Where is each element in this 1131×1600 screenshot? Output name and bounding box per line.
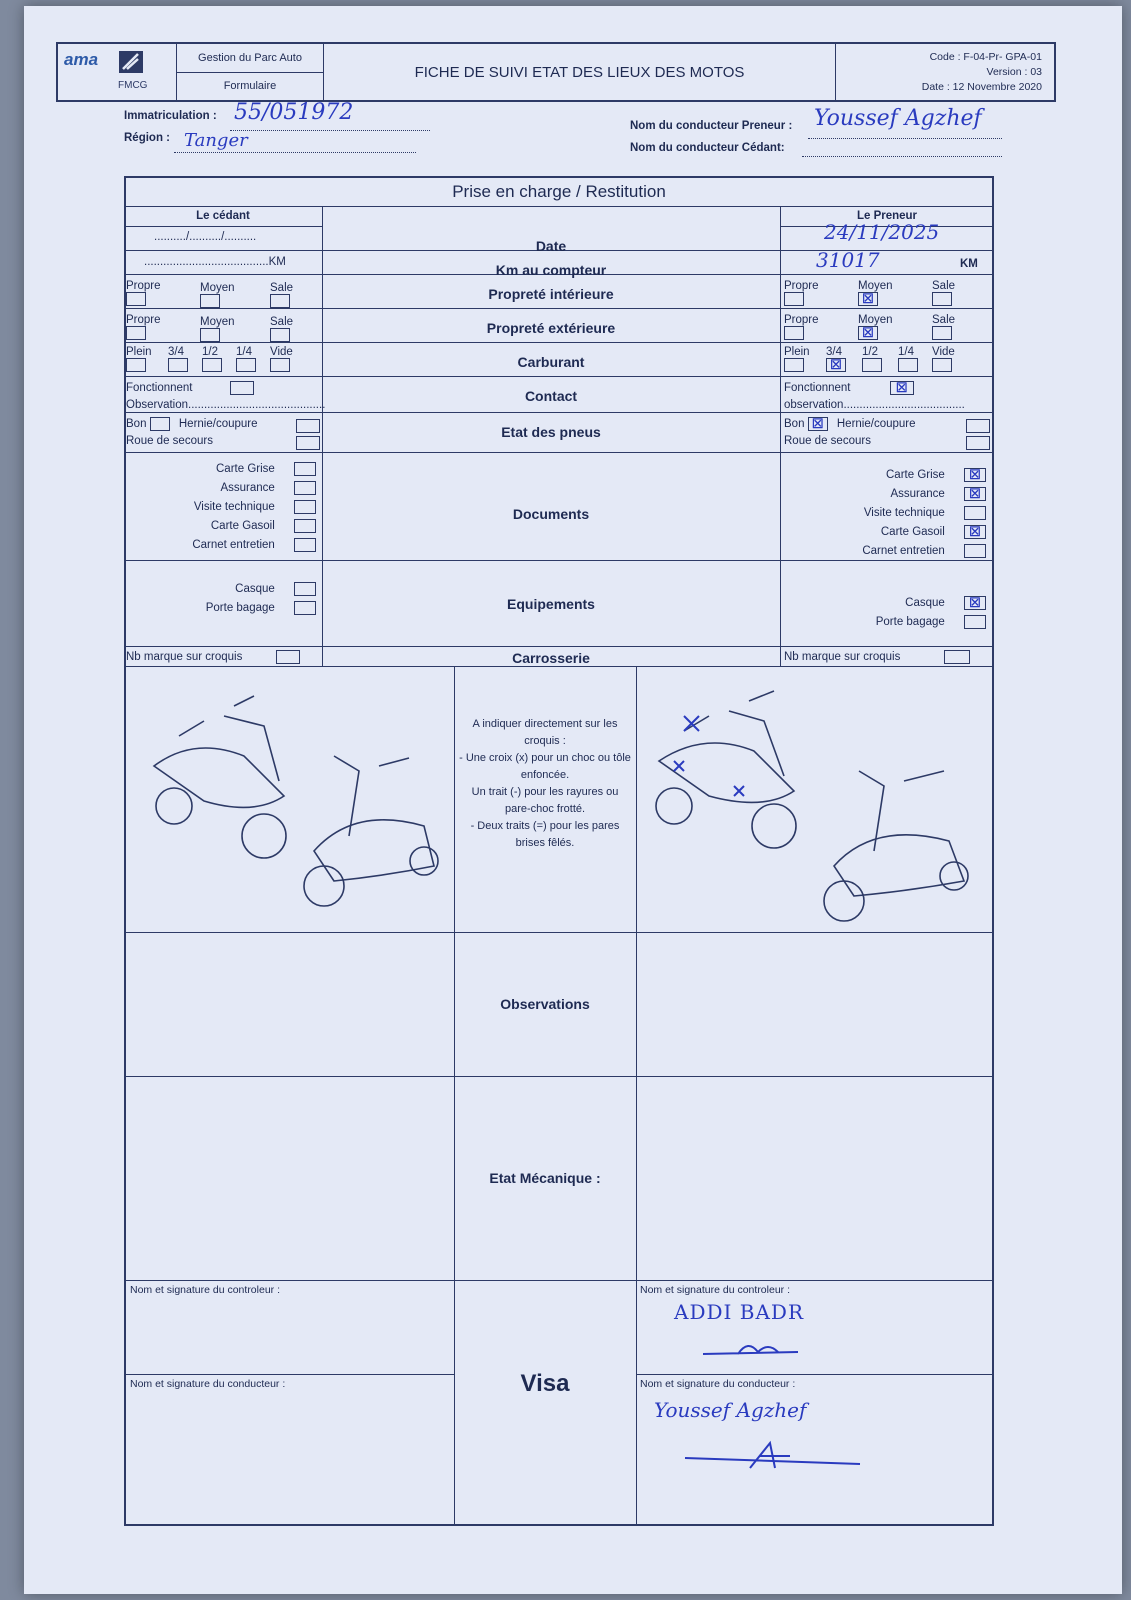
doc-label: Visite technique (193, 501, 275, 513)
dept-label: Gestion du Parc Auto (177, 44, 323, 73)
preneur-value[interactable]: Youssef Agzhef (814, 106, 982, 131)
roue-label: Roue de secours (784, 435, 871, 447)
checkbox[interactable] (862, 358, 882, 372)
damage-marks (674, 716, 744, 796)
row-prop-ext: Propreté extérieure (486, 320, 616, 336)
doc-version: Version : 03 (986, 65, 1042, 78)
cedant-fuel-12[interactable] (202, 346, 222, 372)
doc-label: Assurance (220, 482, 275, 494)
cedant-fuel-vide[interactable] (270, 346, 293, 372)
checkbox[interactable] (932, 358, 952, 372)
checkbox[interactable] (200, 294, 220, 308)
row-km: Km au compteur (495, 262, 607, 278)
row-pneus: Etat des pneus (501, 424, 601, 440)
scooter-icon (154, 696, 286, 858)
fuel-label: Plein (784, 346, 810, 358)
preneur-int-sale[interactable] (932, 280, 955, 306)
cedant-nb-marque (126, 650, 300, 664)
row-date: Date (535, 238, 567, 254)
checkbox-checked[interactable]: ☒ (890, 381, 914, 395)
doc-label: Carnet entretien (192, 539, 275, 551)
preneur-documents (784, 466, 986, 561)
row-documents: Documents (512, 506, 590, 522)
doc-label: Carte Grise (216, 463, 275, 475)
conducteur-signature (680, 1438, 880, 1478)
preneur-int-moyen[interactable] (858, 280, 893, 306)
immat-value[interactable]: 55/051972 (234, 100, 354, 125)
instruction-line: - Deux traits (=) pour les pares brises fêlés. (470, 820, 620, 849)
preneur-controleur-label: Nom et signature du controleur : (640, 1284, 790, 1296)
nb-marque-label: Nb marque sur croquis (126, 651, 243, 664)
fuel-label: Vide (932, 346, 955, 358)
cedant-controleur-label: Nom et signature du controleur : (130, 1284, 280, 1296)
region-line (174, 152, 416, 153)
doc-code: Code : F-04-Pr- GPA-01 (929, 50, 1042, 63)
row-prop-int: Propreté intérieure (488, 286, 614, 302)
cedant-int-moyen[interactable] (200, 282, 235, 308)
logo-text: ama (64, 50, 99, 69)
cedant-km-blank[interactable]: .......................................KM (144, 256, 286, 268)
scooter-icon (656, 691, 796, 848)
preneur-ext-moyen[interactable] (858, 314, 893, 340)
checkbox[interactable] (294, 462, 316, 476)
preneur-fuel-12[interactable] (862, 346, 882, 372)
row-carburant: Carburant (517, 354, 585, 370)
checkbox[interactable] (276, 650, 300, 664)
fuel-label: Plein (126, 346, 152, 358)
instruction-line: A indiquer directement sur les croquis : (472, 718, 618, 747)
checkbox-checked[interactable]: ☒ (826, 358, 846, 372)
checkbox[interactable] (898, 358, 918, 372)
checkbox[interactable] (270, 328, 290, 342)
instruction-line: Un trait (-) pour les rayures ou pare-choc frotté. (471, 786, 619, 815)
fuel-label: Vide (270, 346, 293, 358)
preneur-km-unit: KM (960, 258, 978, 270)
cedant-ext-propre[interactable] (126, 314, 161, 340)
row-contact: Contact (524, 388, 578, 404)
table-title: Prise en charge / Restitution (452, 182, 666, 201)
checkbox[interactable] (966, 436, 990, 450)
preneur-label: Nom du conducteur Preneur : (630, 120, 793, 132)
logo-mark-icon (118, 50, 144, 74)
logo-sub: FMCG (118, 80, 148, 91)
cedant-fuel-14[interactable] (236, 346, 256, 372)
row-carrosserie: Carrosserie (512, 650, 590, 666)
scooter-icon (304, 756, 438, 906)
cedant-fuel-plein[interactable] (126, 346, 152, 372)
preneur-int-propre[interactable] (784, 280, 819, 306)
cedant-ext-moyen[interactable] (200, 316, 235, 342)
clean-label: Moyen (858, 314, 893, 326)
form-sheet (24, 6, 1122, 1594)
cedant-int-sale[interactable] (270, 282, 293, 308)
fonctionnent-label: Fonctionnent (784, 382, 851, 394)
equip-label: Casque (905, 597, 945, 609)
preneur-equipements (784, 594, 986, 632)
scooter-sketch-right[interactable] (644, 676, 984, 926)
clean-label: Sale (270, 316, 294, 328)
doc-label: Carte Gasoil (880, 526, 945, 538)
checkbox[interactable] (126, 326, 146, 340)
fuel-label: 1/4 (898, 346, 914, 358)
doc-label: Carte Grise (886, 469, 945, 481)
doc-type-label: Formulaire (223, 80, 277, 93)
preneur-nb-marque (784, 650, 970, 664)
fuel-label: 1/4 (236, 346, 252, 358)
clean-label: Moyen (200, 316, 235, 328)
clean-label: Moyen (200, 282, 235, 294)
cedant-ext-sale[interactable] (270, 316, 293, 342)
doc-label: Carte Gasoil (210, 520, 275, 532)
checkbox[interactable] (294, 582, 316, 596)
checkbox[interactable] (294, 601, 316, 615)
doc-label: Assurance (890, 488, 945, 500)
checkbox[interactable] (784, 358, 804, 372)
preneur-date-value[interactable]: 24/11/2025 (824, 220, 940, 244)
checkbox[interactable] (294, 519, 316, 533)
preneur-conducteur-label: Nom et signature du conducteur : (640, 1378, 796, 1390)
checkbox[interactable] (964, 506, 986, 520)
region-label: Région : (124, 132, 170, 144)
fuel-label: 1/2 (202, 346, 218, 358)
checkbox[interactable] (168, 358, 188, 372)
checkbox[interactable] (236, 358, 256, 372)
checkbox[interactable] (270, 358, 290, 372)
clean-label: Propre (126, 280, 161, 292)
checkbox[interactable] (932, 326, 952, 340)
row-mecanique: Etat Mécanique : (489, 1170, 601, 1186)
form-header (56, 42, 1056, 102)
checkbox[interactable] (270, 294, 290, 308)
checkbox[interactable] (150, 417, 170, 431)
instruction-line: - Une croix (x) pour un choc ou tôle enfoncée. (459, 752, 631, 781)
fuel-label: 1/2 (862, 346, 878, 358)
checkbox[interactable] (126, 358, 146, 372)
form-title: FICHE DE SUIVI ETAT DES LIEUX DES MOTOS (324, 44, 836, 100)
clean-label: Sale (932, 280, 956, 292)
controleur-signature (698, 1334, 818, 1364)
immat-line (230, 130, 430, 131)
preneur-fuel-plein[interactable] (784, 346, 810, 372)
row-equipements: Equipements (507, 596, 595, 612)
checkbox-checked[interactable]: ☒ (964, 596, 986, 610)
checkbox-checked[interactable]: ☒ (858, 326, 878, 340)
preneur-head: Le Preneur (856, 210, 918, 222)
preneur-contact (784, 380, 965, 414)
hernie-label: Hernie/coupure (178, 418, 258, 430)
equip-label: Porte bagage (875, 616, 945, 628)
cedant-int-propre[interactable] (126, 280, 161, 306)
checkbox-checked[interactable]: ☒ (964, 487, 986, 501)
bon-label: Bon (784, 418, 805, 430)
immat-label: Immatriculation : (124, 110, 217, 122)
clean-label: Propre (784, 280, 819, 292)
checkbox[interactable] (200, 328, 220, 342)
equip-label: Porte bagage (205, 602, 275, 614)
cedant-pneus (126, 416, 320, 450)
scooter-sketch-left[interactable] (134, 676, 444, 926)
hernie-label: Hernie/coupure (836, 418, 916, 430)
preneur-line (808, 138, 1002, 139)
checkbox[interactable] (784, 292, 804, 306)
nb-marque-label: Nb marque sur croquis (784, 651, 901, 664)
clean-label: Sale (270, 282, 294, 294)
clean-label: Propre (126, 314, 161, 326)
fuel-label: 3/4 (168, 346, 184, 358)
doc-date: Date : 12 Novembre 2020 (921, 80, 1042, 93)
observation-label[interactable]: Observation........................................... (126, 399, 326, 411)
checkbox[interactable] (296, 436, 320, 450)
cedant-line[interactable] (802, 156, 1002, 157)
conducteur-name[interactable]: Youssef Agzhef (654, 1398, 807, 1422)
checkbox-checked[interactable]: ☒ (858, 292, 878, 306)
row-visa: Visa (520, 1370, 570, 1397)
checkbox-checked[interactable]: ☒ (964, 525, 986, 539)
checkbox[interactable] (294, 538, 316, 552)
checkbox[interactable] (202, 358, 222, 372)
clean-label: Moyen (858, 280, 893, 292)
checkbox[interactable] (296, 419, 320, 433)
cedant-contact (126, 380, 325, 414)
inspection-table (124, 176, 994, 1526)
observation-label[interactable]: observation...................................... (784, 399, 965, 411)
clean-label: Sale (932, 314, 956, 326)
preneur-pneus (784, 416, 990, 450)
row-observations: Observations (500, 996, 590, 1012)
cedant-conducteur-label: Nom et signature du conducteur : (130, 1378, 286, 1390)
cedant-documents (126, 460, 316, 555)
preneur-fuel-34[interactable] (826, 346, 846, 372)
clean-label: Propre (784, 314, 819, 326)
cedant-fuel-34[interactable] (168, 346, 188, 372)
checkbox[interactable] (964, 544, 986, 558)
checkbox[interactable] (944, 650, 970, 664)
controleur-name[interactable]: ADDI BADR (674, 1300, 805, 1324)
checkbox[interactable] (126, 292, 146, 306)
preneur-km-value[interactable]: 31017 (816, 248, 880, 272)
equip-label: Casque (235, 583, 275, 595)
checkbox[interactable] (230, 381, 254, 395)
scooter-icon (824, 771, 968, 921)
region-value[interactable]: Tanger (184, 130, 248, 151)
doc-label: Visite technique (863, 507, 945, 519)
preneur-ext-propre[interactable] (784, 314, 819, 340)
cedant-head: Le cédant (196, 210, 250, 222)
checkbox[interactable] (964, 615, 986, 629)
preneur-ext-sale[interactable] (932, 314, 955, 340)
bon-label: Bon (126, 418, 147, 430)
preneur-fuel-14[interactable] (898, 346, 918, 372)
checkbox[interactable] (294, 500, 316, 514)
checkbox[interactable] (932, 292, 952, 306)
company-logo (58, 44, 177, 100)
cedant-label: Nom du conducteur Cédant: (630, 142, 785, 154)
doc-label: Carnet entretien (862, 545, 945, 557)
cedant-date-blank[interactable]: ........../........../.......... (154, 231, 257, 243)
fuel-label: 3/4 (826, 346, 842, 358)
fonctionnent-label: Fonctionnent (126, 382, 193, 394)
cedant-equipements (126, 580, 316, 618)
checkbox[interactable] (294, 481, 316, 495)
checkbox[interactable] (784, 326, 804, 340)
preneur-fuel-vide[interactable] (932, 346, 955, 372)
sketch-instructions (458, 716, 632, 852)
roue-label: Roue de secours (126, 435, 213, 447)
checkbox[interactable] (966, 419, 990, 433)
checkbox-checked[interactable]: ☒ (808, 417, 828, 431)
checkbox-checked[interactable]: ☒ (964, 468, 986, 482)
